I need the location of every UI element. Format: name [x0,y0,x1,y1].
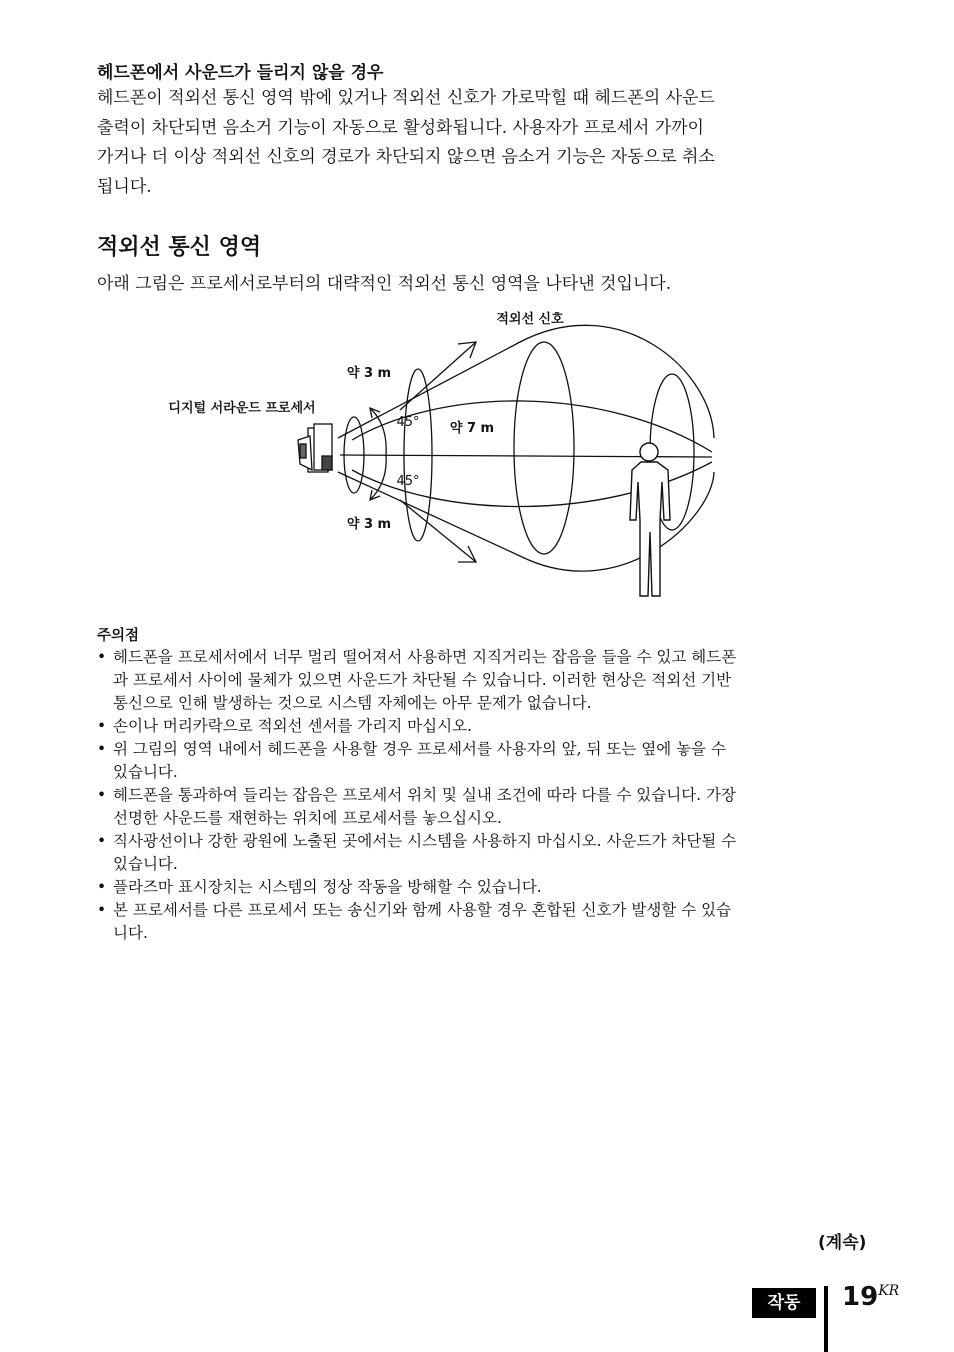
tab-divider [824,1286,828,1352]
list-item [97,876,877,899]
bullet: • [97,878,107,896]
listener-figure [630,443,670,596]
notes-list [97,646,877,945]
processor-unit [298,424,332,472]
top-distance-label: 약 3 m [346,366,392,381]
note-line: 직사광선이나 강한 광원에 노출된 곳에서는 시스템을 사용하지 마십시오. 사운드가 차단될 수 [113,832,737,850]
bullet: • [97,786,107,804]
page-number-suffix: KR [878,1283,900,1299]
ir-area-heading: 적외선 통신 영역 [97,235,262,260]
page-number [842,1282,899,1312]
note-line: 있습니다. [113,855,178,873]
notes-title: 주의점 [97,628,140,644]
list-item [97,715,877,738]
paragraph-line: 됩니다. [97,176,152,197]
center-distance-label: 약 7 m [449,421,495,436]
bullet: • [97,901,107,919]
note-line: 플라즈마 표시장치는 시스템의 정상 작동을 방해할 수 있습니다. [113,878,542,896]
note-line: 선명한 사운드를 재현하는 위치에 프로세서를 놓으십시오. [113,809,502,827]
cross-section-3 [514,342,574,554]
paragraph-line: 헤드폰이 적외선 통신 영역 밖에 있거나 적외선 신호가 가로막힐 때 헤드폰의 사운드 [97,88,715,108]
bottom-distance-label: 약 3 m [346,517,392,532]
note-line: 니다. [113,924,148,942]
bullet: • [97,648,107,666]
continued-label: (계속) [818,1233,867,1253]
note-line: 과 프로세서 사이에 물체가 있으면 사운드가 차단될 수 있습니다. 이러한 현상은 적외선 기반 [113,671,732,689]
list-item [97,784,877,830]
note-line: 손이나 머리카락으로 적외선 센서를 가리지 마십시오. [113,717,472,735]
list-item [97,899,877,945]
section-tab: 작동 [752,1288,816,1318]
note-line: 헤드폰을 통과하여 들리는 잡음은 프로세서 위치 및 실내 조건에 따라 다를 수 있습니다. 가장 [113,786,736,804]
bottom-angle-label: 45° [396,474,420,489]
paragraph-line: 출력이 차단되면 음소거 기능이 자동으로 활성화됩니다. 사용자가 프로세서 가까이 [97,117,704,138]
note-line: 위 그림의 영역 내에서 헤드폰을 사용할 경우 프로세서를 사용자의 앞, 뒤 또는 옆에 놓을 수 [113,740,726,758]
note-line: 통신으로 인해 발생하는 것으로 시스템 자체에는 아무 문제가 없습니다. [113,694,592,712]
signal-arrow-upper [400,342,476,410]
signal-label: 적외선 신호 [496,312,564,327]
list-item [97,646,877,715]
top-angle-label: 45° [396,415,420,430]
note-line: 헤드폰을 프로세서에서 너무 멀리 떨어져서 사용하면 지직거리는 잡음을 들을 수 있고 헤드폰 [113,648,737,666]
processor-label: 디지털 서라운드 프로세서 [168,401,316,416]
bullet: • [97,740,107,758]
bullet: • [97,717,107,735]
headphones-heading: 헤드폰에서 사운드가 들리지 않을 경우 [97,63,384,83]
ir-area-intro: 아래 그림은 프로세서로부터의 대략적인 적외선 통신 영역을 나타낸 것입니다. [97,274,672,294]
note-line: 본 프로세서를 다른 프로세서 또는 송신기와 함께 사용할 경우 혼합된 신호가 발생할 수 있습 [113,901,732,919]
ir-coverage-diagram [0,0,954,620]
page-number-value: 19 [842,1282,879,1312]
paragraph-line: 가거나 더 이상 적외선 신호의 경로가 차단되지 않으면 음소거 기능은 자동으로 취소 [97,147,715,167]
bullet: • [97,832,107,850]
note-line: 있습니다. [113,763,178,781]
list-item [97,830,877,876]
list-item [97,738,877,784]
angle-arc-upper [370,408,386,455]
